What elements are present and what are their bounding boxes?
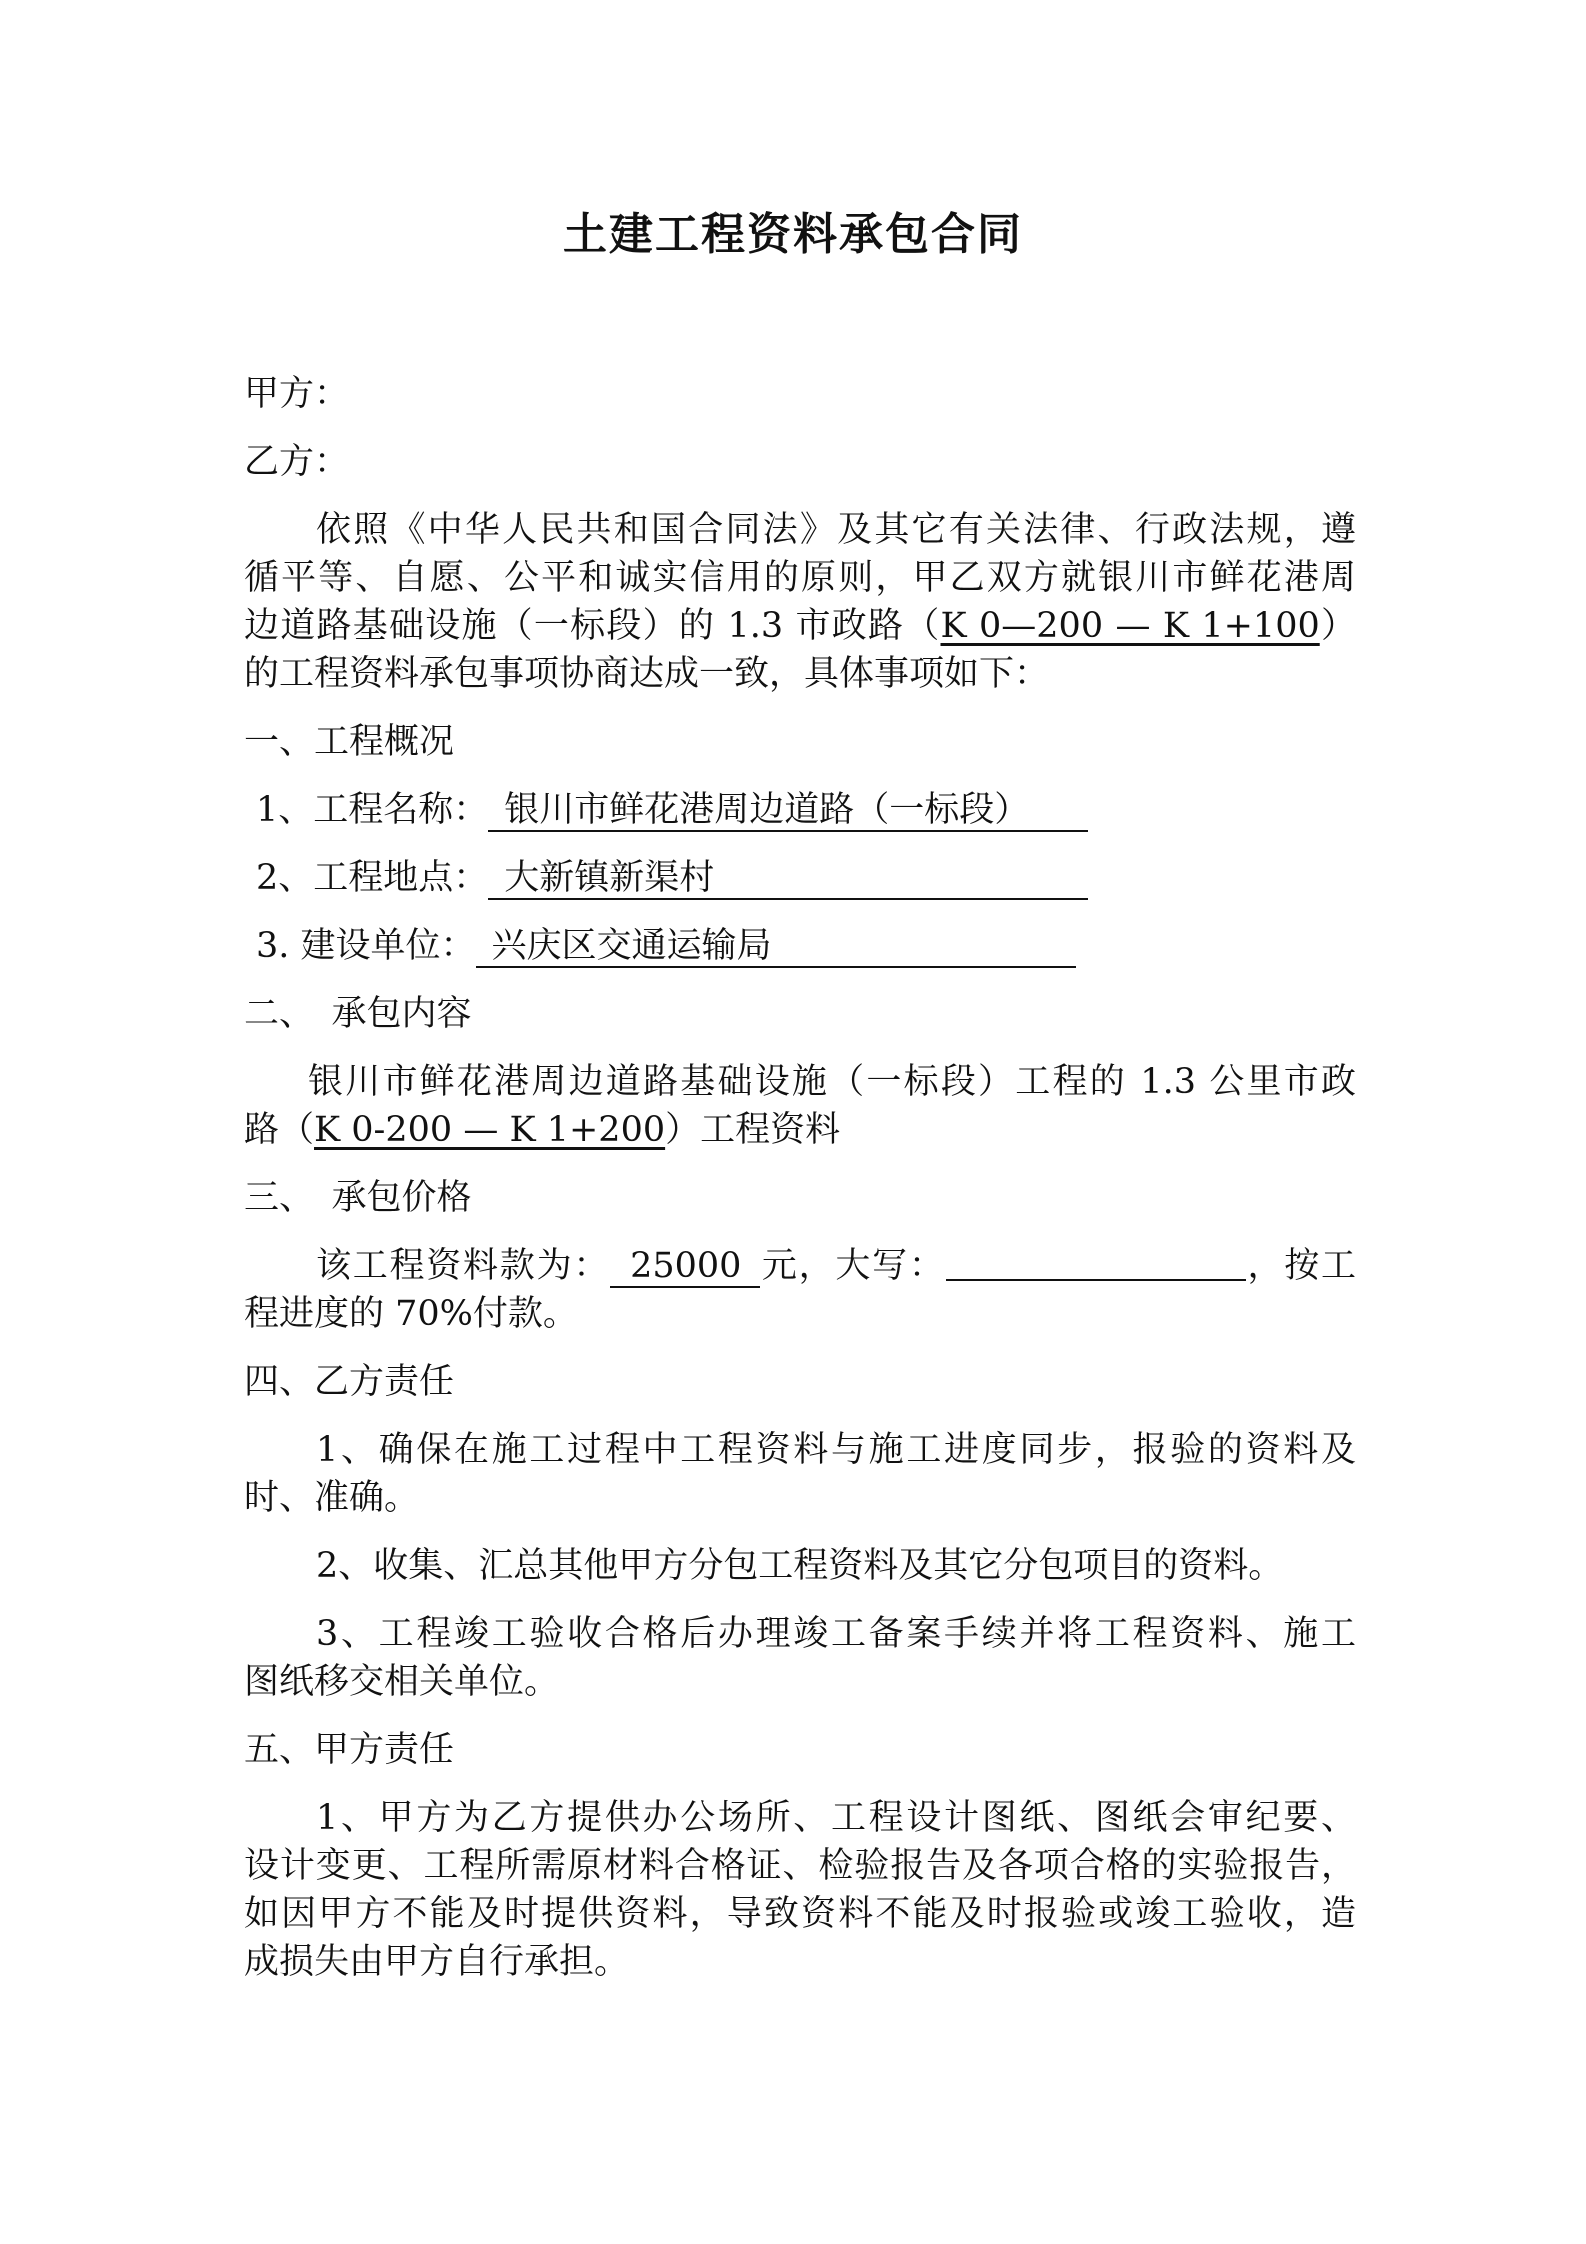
section-heading: 四、乙方责任 [244, 1362, 455, 1402]
field-label: 2、工程地点： [256, 858, 489, 898]
price-line [244, 1242, 1356, 1290]
road-range: K 0—200 — K 1+100 [940, 606, 1320, 646]
section-heading: 一、工程概况 [244, 722, 455, 762]
project-location-value: 大新镇新渠村 [488, 858, 1088, 900]
project-name-row [244, 786, 1356, 834]
clause-line: 成损失由甲方自行承担。 [244, 1942, 630, 1982]
price-line: 程进度的 70%付款。 [244, 1294, 578, 1334]
document-title: 土建工程资料承包合同 [563, 209, 1023, 260]
clause-line: 设计变更、工程所需原材料合格证、检验报告及各项合格的实验报告， [244, 1846, 1356, 1886]
intro-text: ） [1319, 606, 1356, 646]
scope-text: 路（ [244, 1110, 315, 1150]
intro-line: 依照《中华人民共和国合同法》及其它有关法律、行政法规，遵 [316, 510, 1356, 550]
intro-paragraph [244, 506, 1356, 698]
intro-line [244, 602, 1356, 650]
intro-text: 边道路基础设施（一标段）的 1.3 市政路（ [244, 606, 941, 646]
field-label: 3. 建设单位： [256, 926, 476, 966]
document-body [244, 370, 1356, 1986]
section-heading: 二、 承包内容 [244, 994, 472, 1034]
builder-row [244, 922, 1356, 970]
scope-text: ）工程资料 [665, 1110, 841, 1150]
scope-line [244, 1106, 1356, 1154]
intro-line: 的工程资料承包事项协商达成一致，具体事项如下： [244, 654, 1050, 694]
party-b-label: 乙方： [244, 442, 350, 482]
clause-line: 3、工程竣工验收合格后办理竣工备案手续并将工程资料、施工 [316, 1614, 1356, 1654]
price-paragraph [244, 1242, 1356, 1338]
intro-line: 循平等、自愿、公平和诚实信用的原则，甲乙双方就银川市鲜花港周 [244, 558, 1356, 598]
project-name-value: 银川市鲜花港周边道路（一标段） [488, 790, 1088, 832]
clause-line: 图纸移交相关单位。 [244, 1662, 560, 1702]
section-heading: 五、甲方责任 [244, 1730, 455, 1770]
price-text: 元，大写： [760, 1246, 946, 1286]
amount-value: 25000 [610, 1246, 760, 1288]
price-text: ，按工 [1245, 1246, 1356, 1286]
party-a-label: 甲方： [244, 374, 350, 414]
clause-line: 1、确保在施工过程中工程资料与施工进度同步，报验的资料及 [316, 1430, 1356, 1470]
scope-line: 银川市鲜花港周边道路基础设施（一标段）工程的 1.3 公里市政 [308, 1062, 1356, 1102]
clause-line: 如因甲方不能及时提供资料，导致资料不能及时报验或竣工验收，造 [244, 1894, 1356, 1934]
clause-line: 1、甲方为乙方提供办公场所、工程设计图纸、图纸会审纪要、 [316, 1798, 1356, 1838]
scope-range: K 0-200 — K 1+200 [314, 1110, 666, 1150]
builder-value: 兴庆区交通运输局 [476, 926, 1076, 968]
clause-line: 时、准确。 [244, 1478, 420, 1518]
project-location-row [244, 854, 1356, 902]
amount-in-words-blank [946, 1243, 1246, 1281]
scope-paragraph [244, 1058, 1356, 1154]
field-label: 1、工程名称： [256, 790, 489, 830]
section-heading: 三、 承包价格 [244, 1178, 472, 1218]
price-text: 该工程资料款为： [316, 1246, 611, 1286]
clause-line: 2、收集、汇总其他甲方分包工程资料及其它分包项目的资料。 [316, 1546, 1284, 1586]
